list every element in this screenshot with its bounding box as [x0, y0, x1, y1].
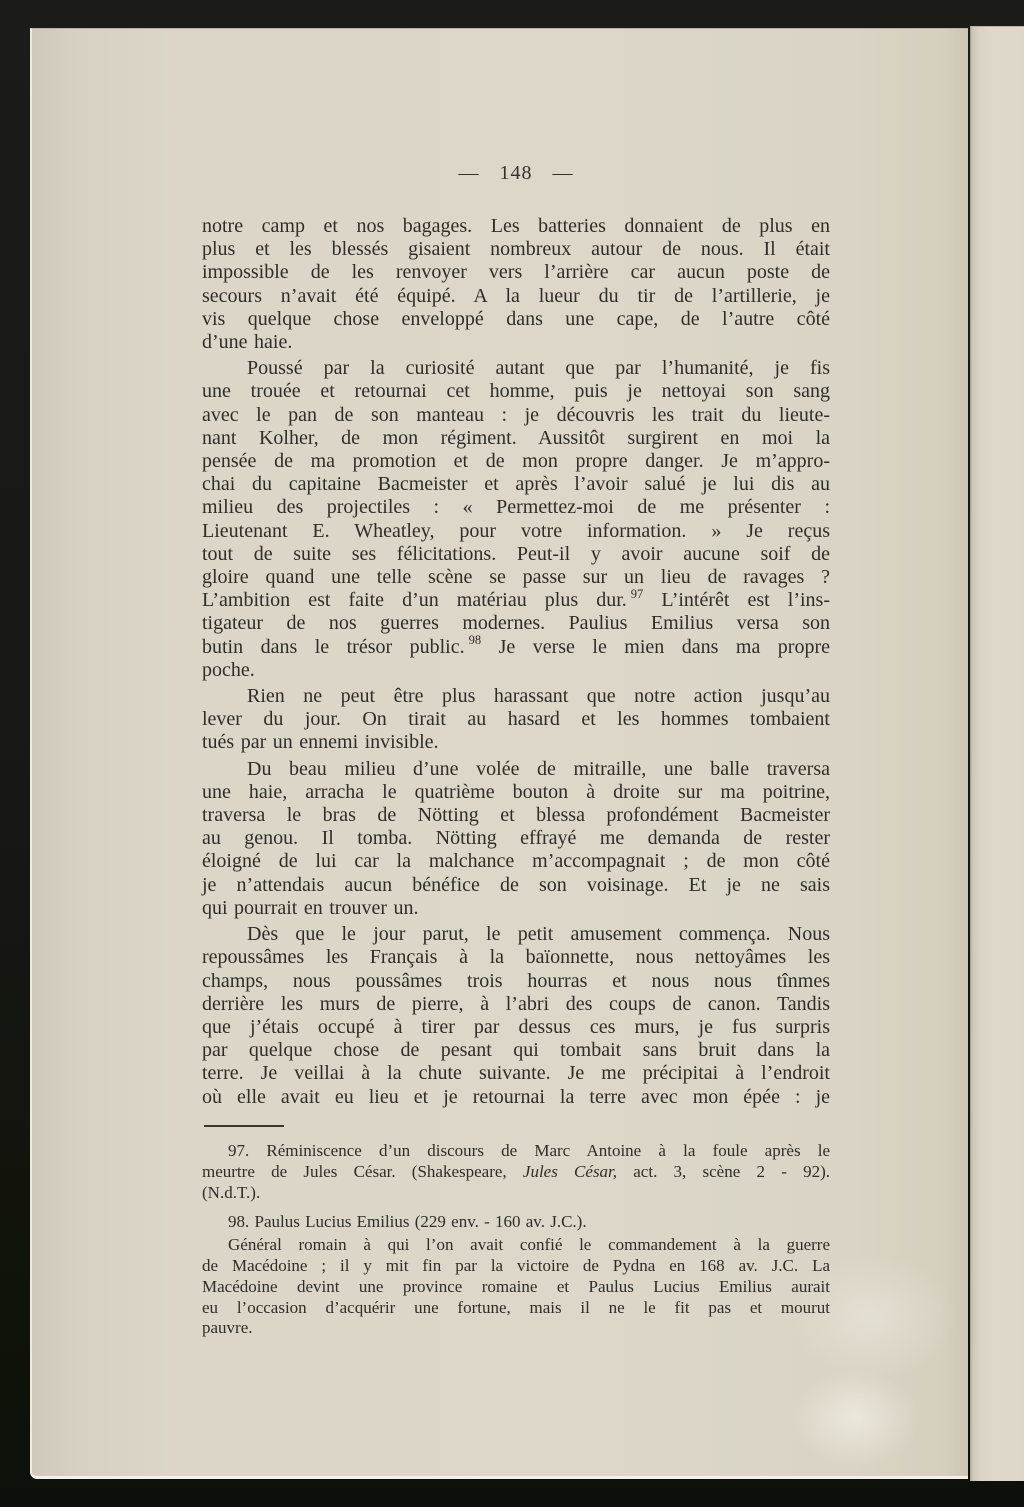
- text-line: derrière les murs de pierre, à l’abri des coups de canon. Tandis: [202, 992, 830, 1015]
- text-line: une haie, arracha le quatrième bouton à droite sur ma poitrine,: [202, 780, 830, 803]
- text-line: avec le pan de son manteau : je découvris les trait du lieute-: [202, 403, 830, 426]
- page-number: 148: [499, 162, 533, 184]
- text-line: de Macédoine ; il y mit fin par la victoire de Pydna en 168 av. J.C. La: [202, 1255, 830, 1275]
- paragraph: [202, 758, 830, 920]
- text-line: notre camp et nos bagages. Les batteries donnaient de plus en: [202, 215, 830, 237]
- text-line: milieu des projectiles : « Permettez-moi de me présenter :: [202, 496, 830, 519]
- text-line: éloigné de lui car la malchance m’accompagnait ; de mon côté: [202, 850, 830, 873]
- text-line: chai du capitaine Bacmeister et après l’avoir salué je lui dis au: [202, 473, 830, 496]
- header-left-dash: —: [458, 162, 480, 184]
- text-line: tout de suite ses félicitations. Peut-il y avoir aucune soif de: [202, 542, 830, 565]
- text-line: (N.d.T.).: [202, 1182, 261, 1202]
- text-line: repoussâmes les Français à la baïonnette, nous nettoyâmes les: [202, 946, 830, 969]
- footnote-reference: 97: [630, 586, 644, 601]
- text-line: eu l’occasion d’acquérir une fortune, mais il ne le fit pas et mourut: [202, 1297, 830, 1317]
- footnote: [202, 1212, 830, 1339]
- text-line: Lieutenant E. Wheatley, pour votre information. » Je reçus: [202, 519, 830, 542]
- text-line: d’une haie.: [202, 331, 293, 354]
- header-right-dash: —: [552, 162, 574, 184]
- text-line: que j’étais occupé à tirer par dessus ces murs, je fus surpris: [202, 1015, 830, 1038]
- footnote-paragraph: [202, 1141, 830, 1203]
- paragraph: [202, 923, 830, 1109]
- text-line: tigateur de nos guerres modernes. Paulius Emilius versa son: [202, 612, 830, 635]
- book-page: [30, 28, 968, 1479]
- text-line: Macédoine devint une province romaine et Paulus Lucius Emilius aurait: [202, 1276, 830, 1296]
- text-line: traversa le bras de Nötting et blessa profondément Bacmeister: [202, 804, 830, 827]
- text-line: meurtre de Jules César. (Shakespeare, Jules César, act. 3, scène 2 - 92).: [202, 1161, 831, 1181]
- paragraph: [202, 357, 830, 682]
- footnotes: [202, 1141, 830, 1339]
- text-line: nant Kolher, de mon régiment. Aussitôt surgirent en moi la: [202, 426, 830, 449]
- text-line: terre. Je veillai à la chute suivante. Je me précipitai à l’endroit: [202, 1062, 830, 1085]
- page-header: [202, 162, 830, 185]
- text-line: pauvre.: [202, 1318, 253, 1338]
- footnote-paragraph: [202, 1235, 830, 1339]
- text-line: Poussé par la curiosité autant que par l’humanité, je fis: [247, 357, 830, 380]
- text-line: champs, nous poussâmes trois hourras et nous nous tînmes: [202, 969, 830, 992]
- text-line: poche.: [202, 658, 255, 681]
- text-line: secours n’avait été équipé. A la lueur du tir de l’artillerie, je: [202, 284, 830, 307]
- text-line: Rien ne peut être plus harassant que notre action jusqu’au: [247, 685, 830, 708]
- text-line: 97. Réminiscence d’un discours de Marc Antoine à la foule après le: [228, 1141, 830, 1160]
- adjacent-page-edge: [970, 26, 1024, 1481]
- text-line: tués par un ennemi invisible.: [202, 731, 439, 754]
- text-line: Du beau milieu d’une volée de mitraille, une balle traversa: [247, 757, 830, 780]
- text-line: vis quelque chose enveloppé dans une cape, de l’autre côté: [202, 307, 830, 330]
- text-line: butin dans le trésor public. $^{98}$ Je verse le mien dans ma propre: [202, 633, 830, 658]
- text-line: par quelque chose de pesant qui tombait sans bruit dans la: [202, 1039, 830, 1062]
- footnote-reference: 98: [468, 633, 482, 647]
- paragraph: [202, 685, 830, 755]
- text-line: je n’attendais aucun bénéfice de son voisinage. Et je ne sais: [202, 873, 830, 896]
- text-line: L’ambition est faite d’un matériau plus dur. $^{97}$ L’intérêt est l’ins-: [202, 586, 831, 612]
- text-line: impossible de les renvoyer vers l’arrière car aucun poste de: [202, 261, 830, 284]
- text-line: plus et les blessés gisaient nombreux autour de nous. Il était: [202, 238, 830, 261]
- text-line: une trouée et retournai cet homme, puis je nettoyai son sang: [202, 380, 830, 403]
- text-line: Général romain à qui l’on avait confié le commandement à la guerre: [228, 1235, 830, 1255]
- footnote: [202, 1141, 830, 1203]
- text-line: lever du jour. On tirait au hasard et les hommes tombaient: [202, 708, 830, 731]
- text-line: Dès que le jour parut, le petit amusement commença. Nous: [247, 923, 830, 946]
- footnote-paragraph: [202, 1212, 830, 1233]
- text-line: qui pourrait en trouver un.: [202, 896, 419, 919]
- text-line: gloire quand une telle scène se passe sur un lieu de ravages ?: [202, 566, 830, 589]
- text-line: pensée de ma promotion et de mon propre danger. Je m’appro-: [202, 450, 830, 473]
- paragraph: [202, 215, 830, 354]
- italic-title: Jules César,: [522, 1161, 618, 1181]
- text-line: 98. Paulus Lucius Emilius (229 env. - 160 av. J.C.).: [228, 1212, 587, 1232]
- body-text: [202, 215, 830, 1109]
- text-line: où elle avait eu lieu et je retournai la terre avec mon épée : je: [202, 1085, 830, 1108]
- text-line: au genou. Il tomba. Nötting effrayé me demanda de rester: [202, 827, 830, 850]
- footnote-rule: [204, 1125, 284, 1127]
